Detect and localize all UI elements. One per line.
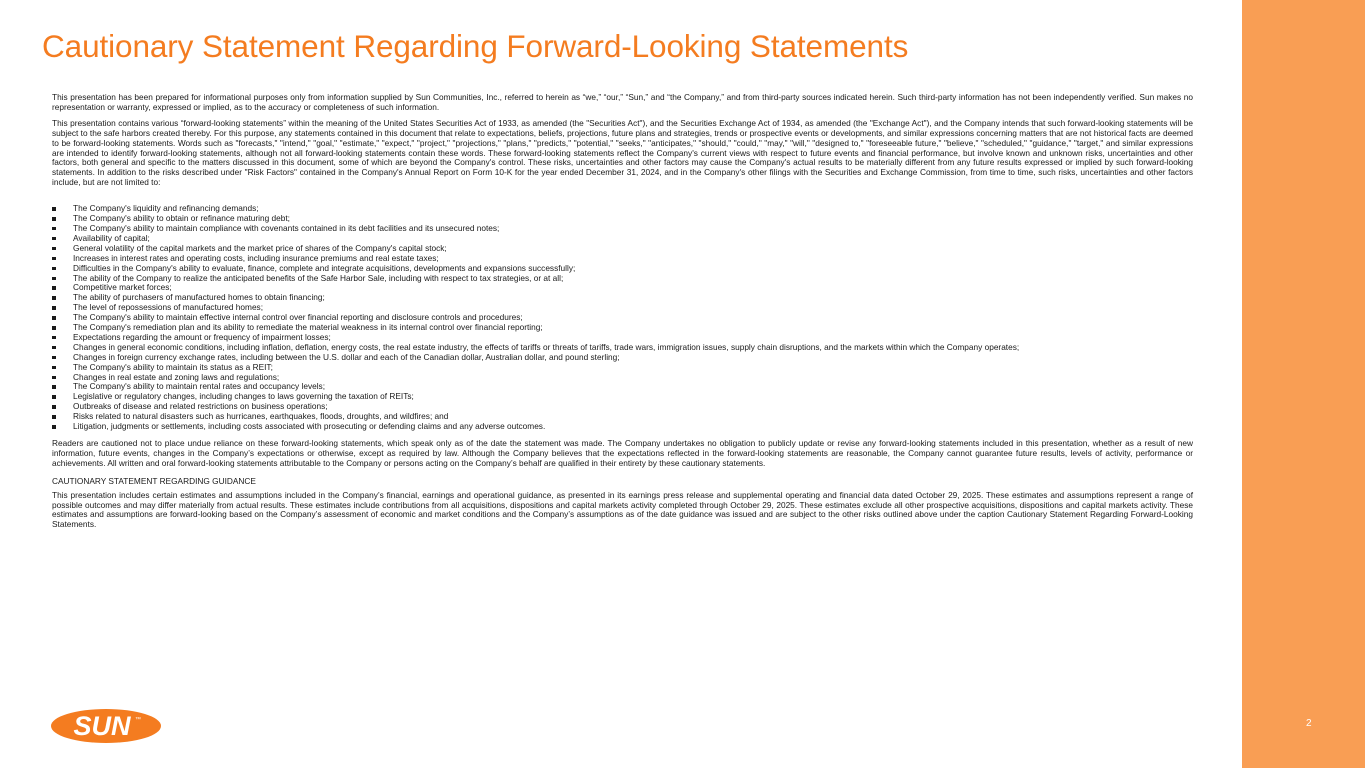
risk-factor-item: Legislative or regulatory changes, including changes to laws governing the taxation of REITs; [52,392,1193,402]
page-title: Cautionary Statement Regarding Forward-Looking Statements [42,28,909,64]
risk-factor-item: The Company's liquidity and refinancing demands; [52,204,1193,214]
risk-factor-item: Increases in interest rates and operating costs, including insurance premiums and real estate taxes; [52,254,1193,264]
risk-factor-item: Expectations regarding the amount or frequency of impairment losses; [52,333,1193,343]
risk-factor-item: Changes in foreign currency exchange rates, including between the U.S. dollar and each of the Canadian dollar, Australian dollar, and pound sterling; [52,353,1193,363]
risk-factor-item: Outbreaks of disease and related restrictions on business operations; [52,402,1193,412]
guidance-paragraph: This presentation includes certain estimates and assumptions included in the Company’s financial, earnings and operational guidance, as presented in its earnings press release and supplemental operating and financial data dated October 29, 2025. These estimates and assumptions represent a range of possible outcomes and may differ materially from actual results. These estimates include contributions from all acquisitions, dispositions and capital markets activity completed through October 29, 2025. These estimates exclude all other prospective acquisitions, dispositions and capital markets activity. These estimates and assumptions are forward-looking based on the Company’s assessment of economic and market conditions and the Company’s assumptions as of the date guidance was issued and are subject to the other risks outlined above under the caption Cautionary Statement Regarding Forward-Looking Statements. [52,489,1193,530]
disclaimer-body [52,93,1193,536]
risk-factor-item: The Company's ability to maintain compliance with covenants contained in its debt facilities and its unsecured notes; [52,224,1193,234]
readers-paragraph: Readers are cautioned not to place undue reliance on these forward-looking statements, which speak only as of the date the statement was made. The Company undertakes no obligation to publicly update or revise any forward-looking statements included in this presentation, whether as a result of new information, future events, changes in the Company’s expectations or otherwise, except as required by law. Although the Company believes that the expectations reflected in the forward-looking statements are reasonable, the Company cannot guarantee future results, levels of activity, performance or achievements. All written and oral forward-looking statements attributable to the Company or persons acting on the Company’s behalf are qualified in their entirety by these cautionary statements. [52,438,1193,468]
sun-logo-trademark: ™ [135,717,141,723]
risk-factor-item: The Company's remediation plan and its ability to remediate the material weakness in its internal control over financial reporting; [52,323,1193,333]
risk-factor-item: The ability of purchasers of manufactured homes to obtain financing; [52,293,1193,303]
sun-logo-text: SUN [73,711,131,741]
risk-factor-item: The ability of the Company to realize the anticipated benefits of the Safe Harbor Sale, including with respect to tax strategies, or at all; [52,274,1193,284]
intro-paragraph: This presentation has been prepared for informational purposes only from information supplied by Sun Communities, Inc., referred to herein as “we,” “our,” “Sun,” and “the Company,” and from third-party sources indicated herein. Such third-party information has not been independently verified. Sun makes no representation or warranty, expressed or implied, as to the accuracy or completeness of such information. [52,92,1193,112]
sun-logo [50,708,162,744]
risk-factor-item: The Company's ability to obtain or refinance maturing debt; [52,214,1193,224]
risk-factor-list [52,204,1193,432]
risk-factor-item: The level of repossessions of manufactured homes; [52,303,1193,313]
risk-factor-item: Litigation, judgments or settlements, including costs associated with prosecuting or defending claims and any adverse outcomes. [52,422,1193,432]
risk-factor-item: Changes in general economic conditions, including inflation, deflation, energy costs, the real estate industry, the effects of tariffs or threats of tariffs, trade wars, immigration issues, supply chain disruptions, and the markets within which the Company operates; [52,343,1193,353]
risk-factor-item: The Company's ability to maintain its status as a REIT; [52,363,1193,373]
risk-factor-item: Changes in real estate and zoning laws and regulations; [52,373,1193,383]
risk-factor-item: Availability of capital; [52,234,1193,244]
risk-factor-item: Competitive market forces; [52,283,1193,293]
risk-factor-item: Difficulties in the Company's ability to evaluate, finance, complete and integrate acquisitions, developments and expansions successfully; [52,264,1193,274]
forward-looking-paragraph: This presentation contains various “forward-looking statements” within the meaning of the United States Securities Act of 1933, as amended (the "Securities Act"), and the Securities Exchange Act of 1934, as amended (the "Exchange Act"), and the Company intends that such forward-looking statements will be subject to the safe harbors created thereby. For this purpose, any statements contained in this document that relate to expectations, beliefs, projections, future plans and strategies, trends or prospective events or developments, and similar expressions concerning matters that are not historical facts are deemed to be forward-looking statements. Words such as "forecasts," "intend," "goal," "estimate," "expect," "project," "projections," "plans," "predicts," "potential," "seeks," "anticipates," "should," "could," "may," "will," "designed to," "foreseeable future," "believe," "scheduled," "guidance," "target," and similar expressions are intended to identify forward-looking statements, although not all forward-looking statements contain these words. These forward-looking statements reflect the Company's current views with respect to future events and financial performance, but involve known and unknown risks, uncertainties and other factors, both general and specific to the matters discussed in this document, some of which are beyond the Company's control. These risks, uncertainties and other factors may cause the Company's actual results to be materially different from any future results expressed or implied by such forward-looking statements. In addition to the risks described under "Risk Factors" contained in the Company's Annual Report on Form 10-K for the year ended December 31, 2024, and in the Company's other filings with the Securities and Exchange Commission, from time to time, such risks, uncertainties and other factors include, but are not limited to: [52,117,1193,188]
side-accent-bar [1242,0,1365,768]
risk-factor-item: The Company's ability to maintain rental rates and occupancy levels; [52,382,1193,392]
guidance-heading: CAUTIONARY STATEMENT REGARDING GUIDANCE [52,475,256,486]
risk-factor-item: General volatility of the capital markets and the market price of shares of the Company's capital stock; [52,244,1193,254]
risk-factor-item: Risks related to natural disasters such as hurricanes, earthquakes, floods, droughts, and wildfires; and [52,412,1193,422]
page-number: 2 [1306,718,1312,729]
risk-factor-item: The Company's ability to maintain effective internal control over financial reporting and disclosure controls and procedures; [52,313,1193,323]
